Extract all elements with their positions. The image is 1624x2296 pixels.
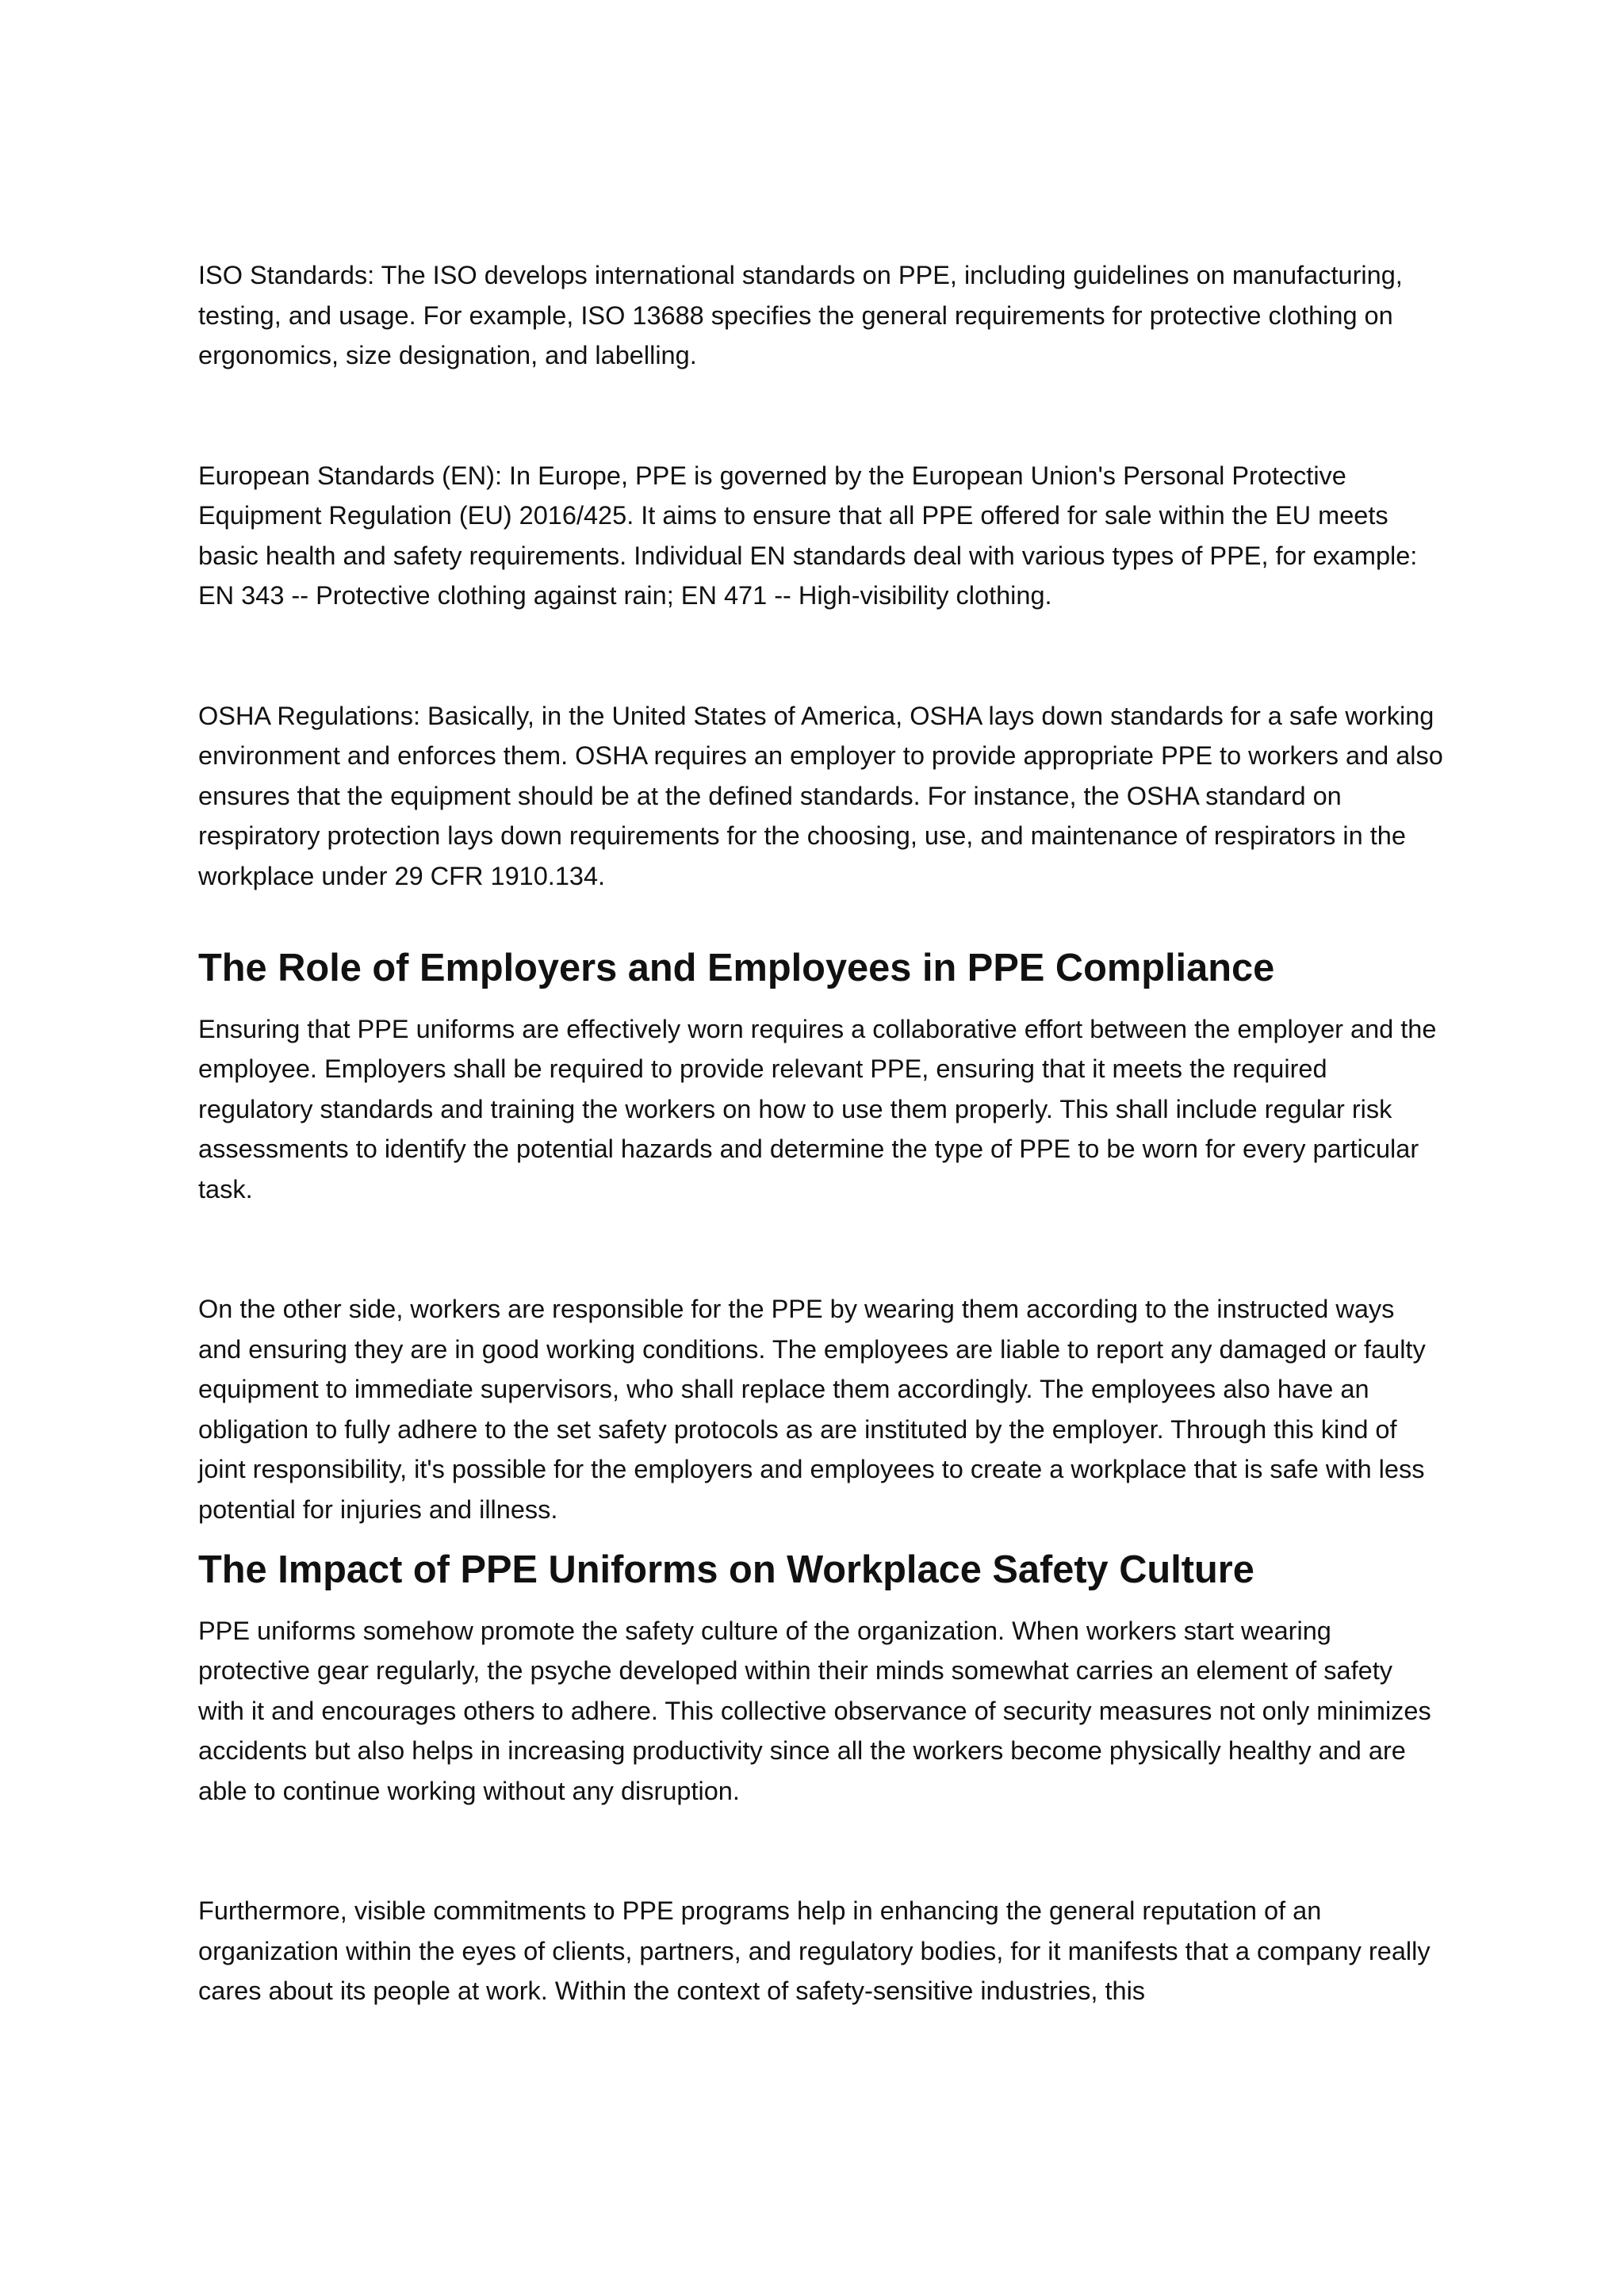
paragraph-osha-regulations: OSHA Regulations: Basically, in the United States of America, OSHA lays down standards for a safe working environment and enforces them. OSHA requires an employer to provide appropriate PPE to workers and also ensures that the equipment should be at the defined standards. For instance, the OSHA standard on respiratory protection lays down requirements for the choosing, use, and maintenance of respirators in the workplace under 29 CFR 1910.134. (198, 701, 1443, 890)
heading-roles-ppe-compliance: The Role of Employers and Employees in PPE Compliance (198, 947, 1275, 989)
paragraph-spacer (198, 1529, 1443, 1550)
paragraph-spacer (198, 989, 1443, 1009)
paragraph-spacer (198, 376, 1443, 456)
paragraph-iso-standards: ISO Standards: The ISO develops international standards on PPE, including guidelines on manufacturing, testing, and usage. For example, ISO 13688 specifies the general requirements for protective clothing on ergonomics, size designation, and labelling. (198, 261, 1403, 369)
paragraph-spacer (198, 896, 1443, 948)
document-body (198, 255, 1443, 2011)
paragraph-spacer (198, 1811, 1443, 1891)
paragraph-impact-reputation: Furthermore, visible commitments to PPE programs help in enhancing the general reputation of an organization within the eyes of clients, partners, and regulatory bodies, for it manifests that a company really cares about its people at work. Within the context of safety-sensitive industries, this (198, 1896, 1431, 2005)
paragraph-spacer (198, 1590, 1443, 1611)
paragraph-roles-employee: On the other side, workers are responsible for the PPE by wearing them according to the instructed ways and ensuring they are in good working conditions. The employees are liable to report any damaged or faulty equipment to immediate supervisors, who shall replace them accordingly. The employees also have an obligation to fully adhere to the set safety protocols as are instituted by the employer. Through this kind of joint responsibility, it's possible for the employers and employees to create a workplace that is safe with less potential for injuries and illness. (198, 1295, 1426, 1524)
paragraph-roles-employer: Ensuring that PPE uniforms are effectively worn requires a collaborative effort between the employer and the employee. Employers shall be required to provide relevant PPE, ensuring that it meets the required regulatory standards and training the workers on how to use them properly. This shall include regular risk assessments to identify the potential hazards and determine the type of PPE to be worn for every particular task. (198, 1014, 1437, 1203)
paragraph-spacer (198, 616, 1443, 696)
paragraph-spacer (198, 1209, 1443, 1289)
paragraph-european-standards: European Standards (EN): In Europe, PPE is governed by the European Union's Personal Protective Equipment Regulation (EU) 2016/425. It aims to ensure that all PPE offered for sale within the EU meets basic health and safety requirements. Individual EN standards deal with various types of PPE, for example: EN 343 -- Protective clothing against rain; EN 471 -- High-visibility clothing. (198, 461, 1418, 610)
heading-impact-safety-culture: The Impact of PPE Uniforms on Workplace Safety Culture (198, 1548, 1254, 1591)
paragraph-impact-culture: PPE uniforms somehow promote the safety culture of the organization. When workers start wearing protective gear regularly, the psyche developed within their minds somewhat carries an element of safety with it and encourages others to adhere. This collective observance of security measures not only minimizes accidents but also helps in increasing productivity since all the workers become physically healthy and are able to continue working without any disruption. (198, 1616, 1431, 1805)
